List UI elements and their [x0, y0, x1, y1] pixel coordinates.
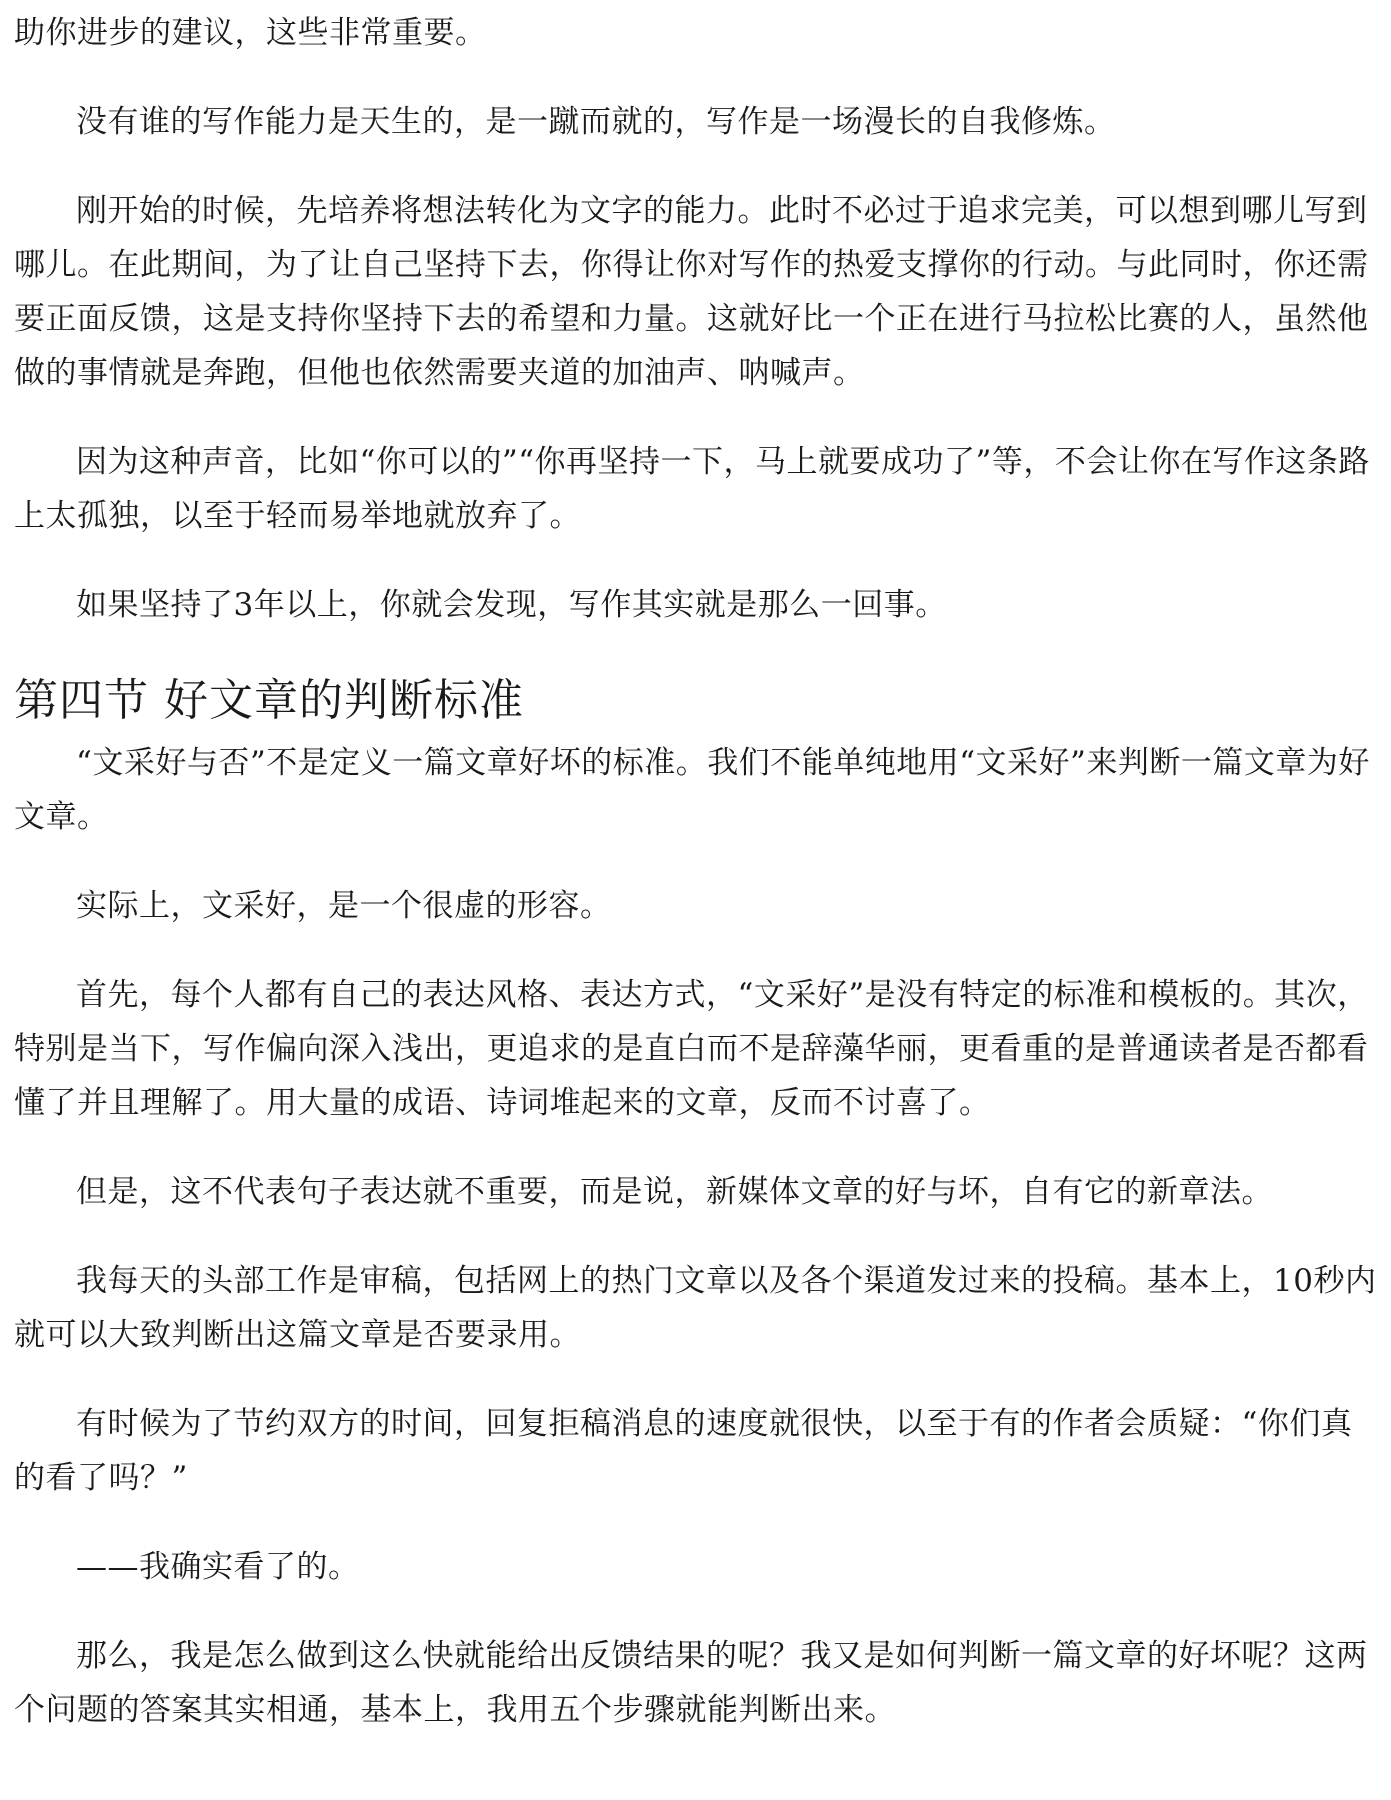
paragraph-continuation: 助你进步的建议，这些非常重要。	[14, 15, 487, 51]
paragraph: 有时候为了节约双方的时间，回复拒稿消息的速度就很快，以至于有的作者会质疑：“你们真的看了吗？”	[14, 1406, 1353, 1496]
paragraph: 但是，这不代表句子表达就不重要，而是说，新媒体文章的好与坏，自有它的新章法。	[76, 1174, 1273, 1210]
paragraph: 没有谁的写作能力是天生的，是一蹴而就的，写作是一场漫长的自我修炼。	[76, 104, 1116, 140]
paragraph: 我每天的头部工作是审稿，包括网上的热门文章以及各个渠道发过来的投稿。基本上，10秒内就可以大致判断出这篇文章是否要录用。	[14, 1263, 1377, 1353]
paragraph: “文采好与否”不是定义一篇文章好坏的标准。我们不能单纯地用“文采好”来判断一篇文章为好文章。	[14, 745, 1370, 835]
paragraph: 如果坚持了3年以上，你就会发现，写作其实就是那么一回事。	[76, 587, 947, 623]
section-heading: 第四节 好文章的判断标准	[14, 675, 524, 726]
paragraph: ——我确实看了的。	[76, 1549, 360, 1585]
paragraph: 实际上，文采好，是一个很虚的形容。	[76, 888, 612, 924]
paragraph: 那么，我是怎么做到这么快就能给出反馈结果的呢？我又是如何判断一篇文章的好坏呢？这两个问题的答案其实相通，基本上，我用五个步骤就能判断出来。	[14, 1638, 1368, 1728]
paragraph: 因为这种声音，比如“你可以的”“你再坚持一下，马上就要成功了”等，不会让你在写作这条路上太孤独，以至于轻而易举地就放弃了。	[14, 444, 1370, 534]
paragraph: 首先，每个人都有自己的表达风格、表达方式，“文采好”是没有特定的标准和模板的。其次，特别是当下，写作偏向深入浅出，更追求的是直白而不是辞藻华丽，更看重的是普通读者是否都看懂了并且理解了。用大量的成语、诗词堆起来的文章，反而不讨喜了。	[14, 977, 1369, 1121]
paragraph: 刚开始的时候，先培养将想法转化为文字的能力。此时不必过于追求完美，可以想到哪儿写到哪儿。在此期间，为了让自己坚持下去，你得让你对写作的热爱支撑你的行动。与此同时，你还需要正面反馈，这是支持你坚持下去的希望和力量。这就好比一个正在进行马拉松比赛的人，虽然他做的事情就是奔跑，但他也依然需要夹道的加油声、呐喊声。	[14, 193, 1369, 391]
